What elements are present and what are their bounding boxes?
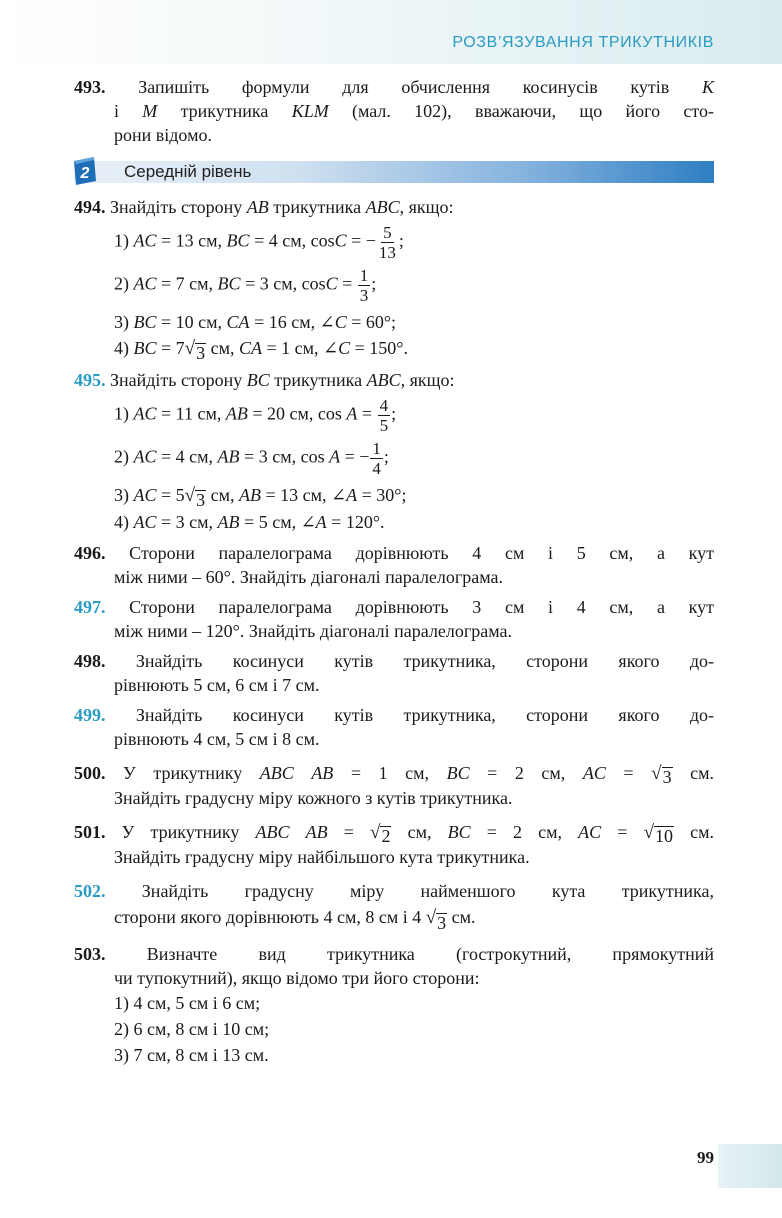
- problem-number: 503.: [74, 944, 106, 964]
- fraction: $\frac{4}{5}$: [379, 396, 389, 435]
- list-item: 3) BC = 10 см, CA = 16 см, ∠C = 60°;: [114, 312, 397, 332]
- list-item: 4) AC = 3 см, AB = 5 см, ∠A = 120°.: [114, 512, 385, 532]
- list-item: 1) 4 см, 5 см і 6 см;: [114, 993, 261, 1013]
- header-band: [0, 0, 782, 64]
- problem-502: 502. Знайдіть градусну міру найменшого кута трикутника, сторони якого дорівнюють 4 см, 8 см і 4 √ 3 см.: [74, 881, 714, 933]
- square-root: √ 3: [651, 763, 672, 787]
- problem-number: 498.: [74, 651, 106, 671]
- problem-500: 500. У трикутнику ABC AB = 1 см, BC = 2 см, AC = √ 3 см. Знайдіть градусну міру кожного з кутів трикутника.: [74, 763, 715, 808]
- list-item: 2) AC = 4 см, AB = 3 см, cos A = − $\frac{1}{4}$ ;: [114, 439, 389, 478]
- level-bar: [74, 161, 714, 183]
- svg-text:2: 2: [80, 165, 90, 182]
- problem-498: 498. Знайдіть косинуси кутів трикутника, сторони якого до- рівнюють 5 см, 6 см і 7 см.: [74, 651, 714, 695]
- problem-number: 499.: [74, 705, 106, 725]
- problem-number: 495.: [74, 370, 106, 390]
- page-number-band: [718, 1144, 782, 1188]
- level-label: Середній рівень: [124, 162, 252, 181]
- problem-496: 496. Сторони паралелограма дорівнюють 4 см і 5 см, а кут між ними – 60°. Знайдіть діагоналі паралелограма.: [74, 543, 714, 587]
- list-item: 1) AC = 13 см, BC = 4 см, cosC = − $\frac{5}{13}$ ;: [114, 223, 404, 262]
- list-item: 2) 6 см, 8 см і 10 см;: [114, 1019, 270, 1039]
- list-item: 4) BC = 7 √ 3 см, CA = 1 см, ∠C = 150°.: [114, 338, 409, 363]
- problem-499: 499. Знайдіть косинуси кутів трикутника, сторони якого до- рівнюють 4 см, 5 см і 8 см.: [74, 705, 714, 749]
- problem-number: 500.: [74, 763, 106, 783]
- problem-501: 501. У трикутнику ABC AB = √ 2 см, BC = 2 см, AC = √ 10 см. Знайдіть градусну міру найбільшого кута трикутника.: [74, 822, 715, 867]
- problem-number: 497.: [74, 597, 106, 617]
- square-root: √ 3: [184, 338, 206, 363]
- problem-495: 495. Знайдіть сторону BC трикутника ABC, якщо: 1) AC = 11 см, AB = 20 см, cos A = $\frac{4}{5}$ ; 2) AC = 4 см, AB = 3 см, cos A = − $\frac{1}{4}$ ; 3) AC = 5 √ 3 см, AB = 13 см, ∠A = 30°; 4) AC = 3 см, AB = 5 см, ∠A = 120°.: [74, 368, 714, 535]
- problem-number: 496.: [74, 543, 106, 563]
- problem-number: 502.: [74, 881, 106, 901]
- fraction: $\frac{1}{4}$: [372, 439, 381, 478]
- list-item: 3) 7 см, 8 см і 13 см.: [114, 1045, 269, 1065]
- fraction: $\frac{1}{3}$: [359, 266, 369, 305]
- page-content: [74, 75, 714, 1074]
- problem-493: 493. Запишіть формули для обчислення косинусів кутів K і M трикутника KLM (мал. 102), вважаючи, що його сто- рони відомо.: [74, 77, 715, 145]
- level-2-icon: [72, 157, 98, 185]
- problem-494: 494. Знайдіть сторону AB трикутника ABC, якщо: 1) AC = 13 см, BC = 4 см, cosC = − $\frac{5}{13}$ ; 2) AC = 7 см, BC = 3 см, cosC = $\frac{1}{3}$ ; 3) BC = 10 см, CA = 16 см, ∠C = 60°; 4) BC = 7 √ 3 см, CA = 1 см, ∠C = 150°.: [74, 195, 714, 362]
- fraction: $\frac{5}{13}$: [378, 223, 396, 262]
- problem-number: 494.: [74, 197, 106, 217]
- problem-503: 503. Визначте вид трикутника (гострокутний, прямокутний чи тупокутний), якщо відомо три його сторони: 1) 4 см, 5 см і 6 см; 2) 6 см, 8 см і 10 см; 3) 7 см, 8 см і 13 см.: [74, 942, 714, 1068]
- problem-497: 497. Сторони паралелограма дорівнюють 3 см і 4 см, а кут між ними – 120°. Знайдіть діагоналі паралелограма.: [74, 597, 714, 641]
- square-root: √ 3: [425, 907, 447, 933]
- square-root: √ 3: [184, 485, 206, 510]
- running-head: РОЗВ’ЯЗУВАННЯ ТРИКУТНИКІВ: [452, 34, 714, 51]
- list-item: 3) AC = 5 √ 3 см, AB = 13 см, ∠A = 30°;: [114, 485, 407, 510]
- list-item: 1) AC = 11 см, AB = 20 см, cos A = $\frac{4}{5}$ ;: [114, 396, 397, 435]
- problem-number: 501.: [74, 822, 106, 842]
- square-root: √ 2: [370, 822, 391, 846]
- list-item: 2) AC = 7 см, BC = 3 см, cosC = $\frac{1}{3}$ ;: [114, 266, 377, 305]
- page-number: 99: [697, 1148, 714, 1167]
- square-root: √ 10: [643, 822, 674, 846]
- problem-number: 493.: [74, 77, 106, 97]
